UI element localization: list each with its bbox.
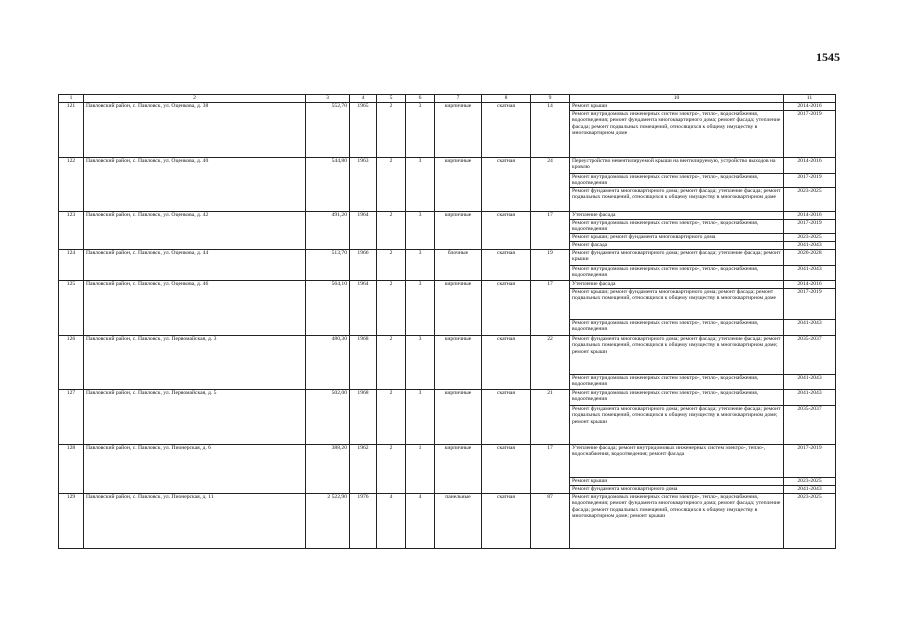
table-cell-period: 2023-2025 [784, 494, 836, 549]
table-cell-num: 129 [59, 494, 84, 549]
table-cell-address: Павловский район, с. Павловск, ул. Оценкова, д. 40 [84, 158, 306, 212]
table-cell-residents: 19 [531, 250, 570, 281]
table-cell-work: Ремонт крыши; ремонт фундамента многоквартирного дома; ремонт фасада; ремонт подвальных помещений, относящихся к общему имуществу в многоквартирном доме [570, 289, 784, 320]
column-number-row [59, 95, 836, 103]
table-cell-work: Утепление фасада [570, 212, 784, 220]
table-cell-roof: скатная [482, 103, 531, 158]
table-cell-area: 491,20 [306, 212, 350, 250]
table-row [59, 390, 836, 406]
column-number: 10 [570, 95, 784, 103]
table-cell-work: Ремонт внутридомовых инженерных систем электро-, тепло-, водоснабжения, водоотведения [570, 390, 784, 406]
table-cell-num: 122 [59, 158, 84, 212]
table-cell-address: Павловский район, с. Павловск, ул. Первомайская, д. 3 [84, 336, 306, 390]
table-cell-address: Павловский район, с. Павловск, ул. Оценкова, д. 42 [84, 212, 306, 250]
table-row [59, 158, 836, 174]
table-cell-roof: скатная [482, 250, 531, 281]
table-cell-work: Утепление фасада; ремонт внутридомовых инженерных систем электро-, тепло-, водоснабжения, водоотведения; ремонт фасада [570, 445, 784, 478]
column-number: 7 [435, 95, 482, 103]
table-cell-floors: 2 [377, 445, 406, 494]
table-row [59, 281, 836, 289]
table-row [59, 103, 836, 111]
table-cell-year: 1968 [350, 390, 377, 445]
table-cell-walls: кирпичные [435, 336, 482, 390]
column-number: 9 [531, 95, 570, 103]
table-cell-work: Утепление фасада [570, 281, 784, 289]
table-cell-period: 2041-2043 [784, 375, 836, 390]
table-cell-address: Павловский район, с. Павловск, ул. Пионерская, д. 11 [84, 494, 306, 549]
table-cell-roof: скатная [482, 336, 531, 390]
table-cell-num: 123 [59, 212, 84, 250]
table-cell-floors: 2 [377, 103, 406, 158]
table-cell-period: 2023-2025 [784, 478, 836, 486]
table-cell-work: Ремонт внутридомовых инженерных систем электро-, тепло-, водоснабжения, водоотведения; ремонт фундамента многоквартирного дома; ремонт фасада; утепление фасада; ремонт подвальных помещений, относящихся к общему имуществу в многоквартирном доме [570, 111, 784, 158]
table-cell-work: Ремонт крыши; ремонт фундамента многоквартирного дома [570, 234, 784, 242]
table-cell-address: Павловский район, с. Павловск, ул. Оценкова, д. 44 [84, 250, 306, 281]
table-cell-roof: скатная [482, 445, 531, 494]
table-cell-work: Ремонт фундамента многоквартирного дома [570, 486, 784, 494]
table-cell-period: 2014-2016 [784, 212, 836, 220]
table-cell-entrances: 3 [406, 103, 435, 158]
table-cell-residents: 17 [531, 445, 570, 494]
table-cell-floors: 2 [377, 250, 406, 281]
table-cell-year: 1966 [350, 250, 377, 281]
table-cell-entrances: 3 [406, 390, 435, 445]
table-cell-area: 388,20 [306, 445, 350, 494]
table-cell-area: 513,70 [306, 250, 350, 281]
column-number: 8 [482, 95, 531, 103]
table-cell-residents: 87 [531, 494, 570, 549]
table-cell-year: 1965 [350, 103, 377, 158]
table-cell-entrances: 3 [406, 158, 435, 212]
table-cell-entrances: 3 [406, 212, 435, 250]
table-cell-work: Ремонт внутридомовых инженерных систем электро-, тепло-, водоснабжения, водоотведения; ремонт фундамента многоквартирного дома; ремонт фасада; утепление фасада; ремонт подвальных помещений, относящихся к общему имуществу в многоквартирном доме; ремонт крыши [570, 494, 784, 549]
column-number: 6 [406, 95, 435, 103]
column-number: 5 [377, 95, 406, 103]
capital-repair-table [58, 94, 836, 549]
table-cell-floors: 2 [377, 212, 406, 250]
table-cell-residents: 14 [531, 103, 570, 158]
table-cell-period: 2014-2016 [784, 281, 836, 289]
table-cell-area: 480,30 [306, 336, 350, 390]
table-cell-area: 544,80 [306, 158, 350, 212]
table-cell-period: 2023-2025 [784, 234, 836, 242]
table-cell-residents: 24 [531, 158, 570, 212]
table-cell-work: Ремонт фундамента многоквартирного дома; ремонт фасада; утепление фасада; ремонт крыши [570, 250, 784, 266]
table-row [59, 336, 836, 375]
table-cell-num: 128 [59, 445, 84, 494]
table-cell-walls: кирпичные [435, 212, 482, 250]
table-cell-roof: скатная [482, 494, 531, 549]
table-cell-address: Павловский район, с. Павловск, ул. Оценкова, д. 46 [84, 281, 306, 336]
table-cell-roof: скатная [482, 158, 531, 212]
table-cell-residents: 21 [531, 390, 570, 445]
table-cell-year: 1968 [350, 336, 377, 390]
table-cell-year: 1964 [350, 212, 377, 250]
table-row [59, 212, 836, 220]
table-cell-work: Ремонт крыши [570, 103, 784, 111]
table-row [59, 494, 836, 549]
table-cell-entrances: 1 [406, 445, 435, 494]
table-cell-num: 121 [59, 103, 84, 158]
table-cell-area: 2 522,90 [306, 494, 350, 549]
table-cell-period: 2017-2019 [784, 445, 836, 478]
table-row [59, 445, 836, 478]
column-number: 2 [84, 95, 306, 103]
table-cell-entrances: 4 [406, 494, 435, 549]
table-cell-floors: 2 [377, 336, 406, 390]
table-cell-area: 502,00 [306, 390, 350, 445]
table-cell-walls: блочные [435, 250, 482, 281]
table-cell-entrances: 3 [406, 281, 435, 336]
table-cell-year: 1963 [350, 158, 377, 212]
table-cell-floors: 2 [377, 390, 406, 445]
table-cell-num: 127 [59, 390, 84, 445]
table-body [59, 103, 836, 549]
table-cell-residents: 17 [531, 212, 570, 250]
table-cell-walls: кирпичные [435, 281, 482, 336]
table-cell-period: 2041-2043 [784, 486, 836, 494]
table-cell-walls: кирпичные [435, 445, 482, 494]
table-cell-period: 2035-2037 [784, 336, 836, 375]
table-cell-work: Ремонт фундамента многоквартирного дома; ремонт фасада; утепление фасада; ремонт подвальных помещений, относящихся к общему имуществу в многоквартирном доме; ремонт крыши [570, 406, 784, 445]
table-cell-work: Ремонт внутридомовых инженерных систем электро-, тепло-, водоснабжения, водоотведения [570, 320, 784, 336]
table-cell-period: 2035-2037 [784, 406, 836, 445]
column-number: 4 [350, 95, 377, 103]
column-number: 1 [59, 95, 84, 103]
table-cell-work: Переустройство невентилируемой крыши на вентилируемую, устройство выходов на кровлю [570, 158, 784, 174]
table-row [59, 250, 836, 266]
table-cell-period: 2026-2028 [784, 250, 836, 266]
table-cell-period: 2017-2019 [784, 111, 836, 158]
table-cell-address: Павловский район, с. Павловск, ул. Первомайская, д. 5 [84, 390, 306, 445]
table-cell-period: 2017-2019 [784, 174, 836, 188]
table-cell-work: Ремонт внутридомовых инженерных систем электро-, тепло-, водоснабжения, водоотведения [570, 220, 784, 234]
table-cell-num: 125 [59, 281, 84, 336]
table-cell-walls: кирпичные [435, 390, 482, 445]
table-cell-period: 2041-2043 [784, 320, 836, 336]
table-cell-walls: панельные [435, 494, 482, 549]
table-cell-work: Ремонт крыши [570, 478, 784, 486]
table-cell-period: 2041-2043 [784, 242, 836, 250]
table-cell-year: 1976 [350, 494, 377, 549]
table-cell-work: Ремонт внутридомовых инженерных систем электро-, тепло-, водоснабжения, водоотведения [570, 174, 784, 188]
table-cell-work: Ремонт фундамента многоквартирного дома; ремонт фасада; утепление фасада; ремонт подвальных помещений, относящихся к общему имуществу в многоквартирном доме [570, 188, 784, 212]
table-cell-year: 1962 [350, 445, 377, 494]
table-cell-address: Павловский район, с. Павловск, ул. Оценкова, д. 38 [84, 103, 306, 158]
page-number: 1545 [816, 50, 840, 64]
table-cell-period: 2041-2043 [784, 390, 836, 406]
table-cell-num: 124 [59, 250, 84, 281]
table-cell-num: 126 [59, 336, 84, 390]
table-cell-floors: 2 [377, 281, 406, 336]
table-cell-roof: скатная [482, 390, 531, 445]
table-cell-period: 2023-2025 [784, 188, 836, 212]
table-cell-area: 564,10 [306, 281, 350, 336]
table-cell-roof: скатная [482, 212, 531, 250]
table-cell-period: 2014-2016 [784, 103, 836, 111]
table-cell-entrances: 3 [406, 336, 435, 390]
column-number: 11 [784, 95, 836, 103]
table-cell-work: Ремонт фундамента многоквартирного дома; ремонт фасада; утепление фасада; ремонт подвальных помещений, относящихся к общему имуществу в многоквартирном доме; ремонт крыши [570, 336, 784, 375]
table-cell-work: Ремонт фасада [570, 242, 784, 250]
table-cell-floors: 4 [377, 494, 406, 549]
table-cell-entrances: 3 [406, 250, 435, 281]
table-cell-period: 2017-2019 [784, 289, 836, 320]
table-cell-work: Ремонт внутридомовых инженерных систем электро-, тепло-, водоснабжения, водоотведения [570, 375, 784, 390]
table-cell-work: Ремонт внутридомовых инженерных систем электро-, тепло-, водоснабжения, водоотведения [570, 266, 784, 281]
table-cell-area: 552,70 [306, 103, 350, 158]
table-cell-address: Павловский район, с. Павловск, ул. Пионерская, д. 6 [84, 445, 306, 494]
table-cell-residents: 17 [531, 281, 570, 336]
table-cell-roof: скатная [482, 281, 531, 336]
table-cell-residents: 22 [531, 336, 570, 390]
table-cell-period: 2017-2019 [784, 220, 836, 234]
table-cell-period: 2041-2043 [784, 266, 836, 281]
table-cell-floors: 2 [377, 158, 406, 212]
column-number: 3 [306, 95, 350, 103]
table-cell-year: 1964 [350, 281, 377, 336]
table-cell-walls: кирпичные [435, 158, 482, 212]
table-cell-period: 2014-2016 [784, 158, 836, 174]
table-cell-walls: кирпичные [435, 103, 482, 158]
